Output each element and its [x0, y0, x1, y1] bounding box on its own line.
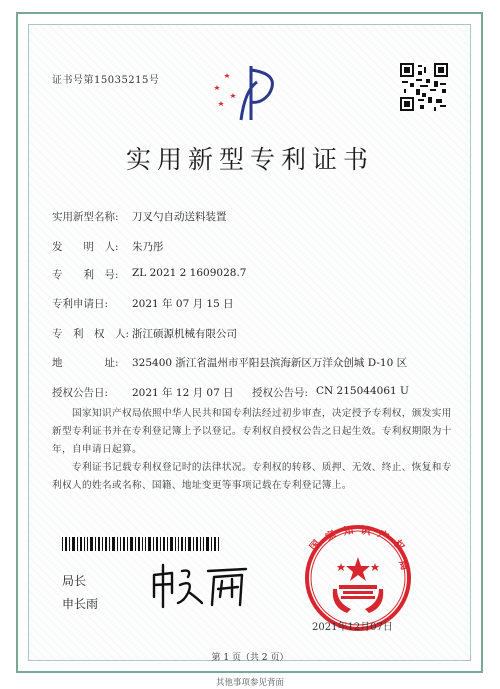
statement-2-text: 专利证书记载专利权登记时的法律状况。专利权的转移、质押、无效、终止、恢复和专利权人的姓名或名称、国籍、地址变更等事项记载在专利登记簿上。: [52, 462, 452, 491]
field-label-design-name: 实用新型名称:: [52, 211, 119, 223]
field-label-filing-date: 专利申请日:: [52, 298, 109, 310]
patent-office-logo-icon: [205, 60, 293, 124]
field-value-design-name: 刀叉勺自动送料装置: [132, 211, 227, 223]
barcode-icon: [62, 537, 219, 551]
director-name: 申长雨: [62, 597, 99, 611]
statement-1-text: 国家知识产权局依照中华人民共和国专利法经过初步审查，决定授予专利权，颁发实用新型专利证书并在专利登记簿上予以登记。专利权自授权公告之日起生效。专利权期限为十年，自申请日起算。: [52, 408, 452, 455]
page-number: 第 1 页（共 2 页）: [211, 653, 289, 663]
field-label-announcement-number: 授权公告号:: [252, 387, 309, 399]
field-label-inventor: 发 明 人:: [52, 241, 119, 253]
footer-note: 其他事项参见背面: [215, 678, 284, 688]
official-seal-icon: [303, 523, 413, 633]
certificate-number: 证书号第15035215号: [52, 75, 160, 86]
certificate-statement-2: [52, 459, 452, 495]
field-label-patentee: 专 利 权 人:: [52, 328, 130, 340]
field-value-address: 325400 浙江省温州市平阳县滨海新区万洋众创城 D-10 区: [132, 357, 408, 369]
certificate-title: 实用新型专利证书: [125, 145, 374, 174]
field-value-inventor: 朱乃彤: [132, 241, 164, 253]
field-value-patentee: 浙江硕源机械有限公司: [132, 328, 237, 340]
qr-code-icon: [400, 63, 448, 111]
seal-date: 2021年12月07日: [312, 622, 393, 633]
field-value-patent-number: ZL 2021 2 1609028.7: [132, 267, 247, 279]
field-value-filing-date: 2021 年 07 月 15 日: [132, 298, 234, 310]
field-label-patent-number: 专 利 号:: [52, 269, 119, 281]
seal-text: 国 家 知 识 产 权 局: [308, 525, 410, 572]
field-value-announcement-number: CN 215044061 U: [316, 385, 409, 397]
field-value-announcement-date: 2021 年 12 月 07 日: [132, 387, 234, 399]
certificate-statement-1: [52, 405, 452, 459]
director-title: 局长: [62, 574, 87, 588]
director-signature: [148, 563, 248, 609]
field-label-announcement-date: 授权公告日:: [52, 387, 109, 399]
field-label-address: 地 址:: [52, 357, 119, 369]
